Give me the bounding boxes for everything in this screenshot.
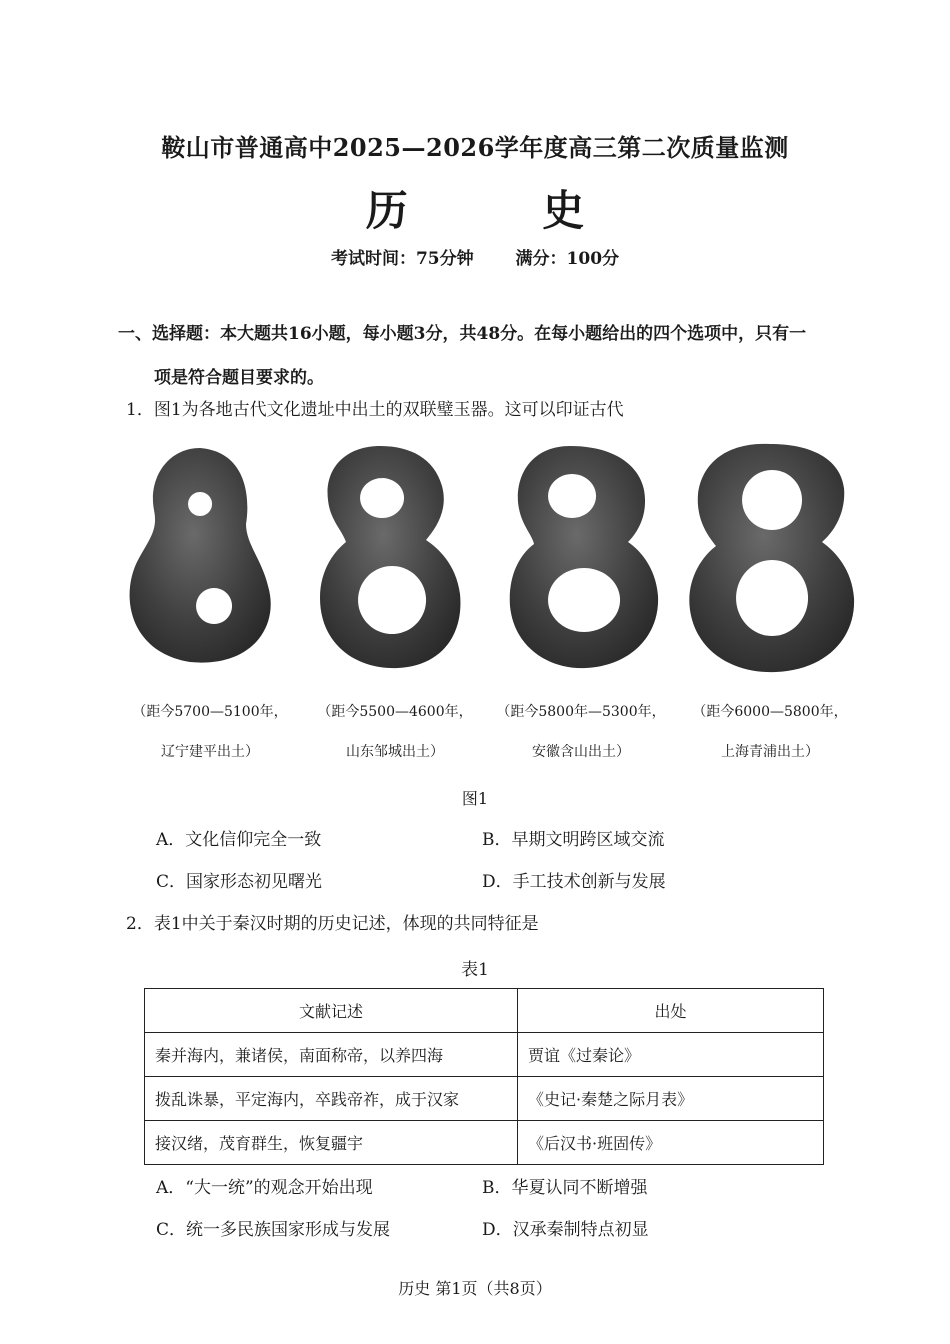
q1-option-c[interactable]: C．国家形态初见曙光 — [156, 872, 323, 892]
table-1 — [144, 988, 824, 1165]
section-instructions — [118, 312, 878, 400]
caption-1-place: 辽宁建平出土） — [161, 744, 259, 760]
figure-caption-3 — [486, 692, 676, 772]
exam-title: 鞍山市普通高中2025—2026学年度高三第二次质量监测 — [161, 133, 789, 162]
q2-option-b[interactable]: B．华夏认同不断增强 — [482, 1178, 648, 1198]
subject-title: 历 史 — [365, 186, 645, 235]
q2-option-c[interactable]: C．统一多民族国家形成与发展 — [156, 1220, 391, 1240]
caption-2-date: （距今5500—4600年， — [317, 704, 473, 720]
exam-info — [0, 244, 950, 269]
q2-option-a[interactable]: A．“大一统”的观念开始出现 — [156, 1178, 373, 1198]
question-2-stem: 2．表1中关于秦汉时期的历史记述，体现的共同特征是 — [126, 914, 539, 934]
table-cell: 接汉绪，茂育群生，恢复疆宇 — [145, 1121, 518, 1165]
table-row — [145, 1121, 824, 1165]
figure-caption-1 — [115, 692, 305, 772]
caption-4-date: （距今6000—5800年， — [692, 704, 848, 720]
section-line-1: 一、选择题：本大题共16小题，每小题3分，共48分。在每小题给出的四个选项中，只有一 — [118, 324, 807, 344]
jade-artifact-3-image — [510, 446, 658, 668]
section-line-2: 项是符合题目要求的。 — [154, 368, 324, 388]
caption-3-place: 安徽含山出土） — [532, 744, 630, 760]
table-header-cell: 文献记述 — [145, 989, 518, 1033]
figure-1-label: 图1 — [461, 789, 489, 808]
caption-4-place: 上海青浦出土） — [721, 744, 819, 760]
table-cell: 《史记·秦楚之际月表》 — [518, 1077, 824, 1121]
table-cell: 秦并海内，兼诸侯，南面称帝，以养四海 — [145, 1033, 518, 1077]
caption-2-place: 山东邹城出土） — [346, 744, 444, 760]
q1-option-b[interactable]: B．早期文明跨区域交流 — [482, 830, 665, 850]
table-cell: 贾谊《过秦论》 — [518, 1033, 824, 1077]
table-row — [145, 1077, 824, 1121]
page-footer: 历史 第1页（共8页） — [398, 1279, 552, 1298]
figure-1-jade-artifacts — [120, 438, 860, 678]
figure-caption-4 — [675, 692, 865, 772]
jade-artifact-1-image — [130, 448, 271, 663]
figure-caption-2 — [300, 692, 490, 772]
table-header-row — [145, 989, 824, 1033]
caption-1-date: （距今5700—5100年， — [132, 704, 288, 720]
caption-3-date: （距今5800年—5300年， — [496, 704, 666, 720]
full-score: 满分：100分 — [515, 249, 620, 269]
table-header-cell: 出处 — [518, 989, 824, 1033]
q1-option-d[interactable]: D．手工技术创新与发展 — [482, 872, 666, 892]
jade-artifact-2-image — [320, 446, 460, 668]
q1-option-a[interactable]: A．文化信仰完全一致 — [156, 830, 322, 850]
table-cell: 拨乱诛暴，平定海内，卒践帝祚，成于汉家 — [145, 1077, 518, 1121]
table-cell: 《后汉书·班固传》 — [518, 1121, 824, 1165]
question-1-stem: 1．图1为各地古代文化遗址中出土的双联璧玉器。这可以印证古代 — [126, 400, 624, 420]
exam-time: 考试时间：75分钟 — [330, 249, 474, 269]
table-1-label: 表1 — [461, 960, 489, 980]
q2-option-d[interactable]: D．汉承秦制特点初显 — [482, 1220, 649, 1240]
jade-artifact-4-image — [689, 444, 854, 672]
table-row — [145, 1033, 824, 1077]
